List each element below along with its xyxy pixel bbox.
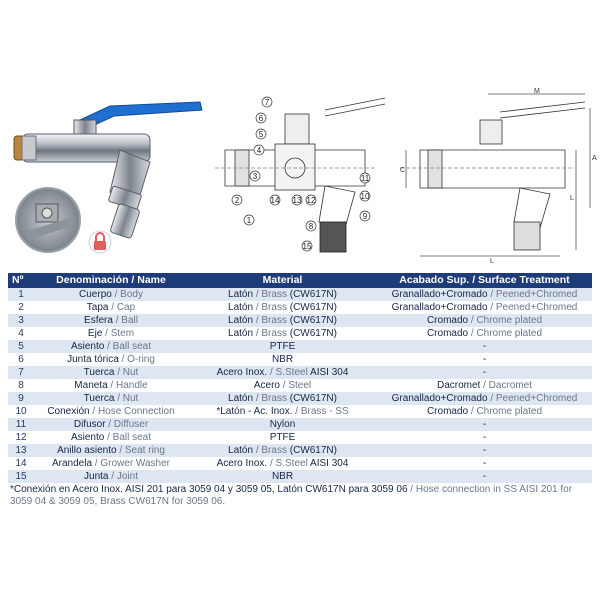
material-separator: / — [267, 458, 276, 469]
material-es: Nylon — [269, 419, 296, 430]
cell-treatment — [377, 431, 592, 444]
table-row — [8, 327, 592, 340]
callout-label: 11 — [360, 173, 370, 183]
material-separator: / — [253, 393, 262, 404]
material-es: Latón — [228, 445, 254, 456]
callout-label: 2 — [234, 195, 240, 205]
material-en: Brass — [261, 445, 287, 456]
cell-treatment — [377, 327, 592, 340]
treatment-en: Dacromet — [488, 380, 533, 391]
dim-label-a: A — [592, 155, 597, 162]
cell-material — [188, 431, 377, 444]
treatment-en: Peened+Chromed — [495, 302, 578, 313]
material-en: Brass — [261, 393, 287, 404]
treatment-en: Chrome plated — [476, 406, 543, 417]
header-no: Nº — [8, 273, 34, 288]
name-separator: / — [102, 328, 111, 339]
cell-no: 4 — [8, 327, 34, 340]
material-en: Brass - SS — [300, 406, 349, 417]
callout-label: 8 — [308, 221, 314, 231]
name-separator: / — [111, 289, 121, 300]
name-es: Junta — [84, 471, 109, 482]
table-row — [8, 366, 592, 379]
cell-treatment — [377, 470, 592, 483]
treatment-es: - — [482, 432, 487, 443]
treatment-en: Chrome plated — [476, 328, 543, 339]
cell-no: 9 — [8, 392, 34, 405]
cell-name — [34, 444, 188, 457]
cell-name — [34, 405, 188, 418]
name-separator: / — [104, 341, 113, 352]
cell-treatment — [377, 353, 592, 366]
cell-no: 11 — [8, 418, 34, 431]
table-row — [8, 340, 592, 353]
material-es: Acero — [253, 380, 280, 391]
table-row — [8, 379, 592, 392]
treatment-en: Chrome plated — [476, 315, 543, 326]
name-en: O-ring — [127, 354, 155, 365]
cell-no: 13 — [8, 444, 34, 457]
name-separator: / — [116, 445, 125, 456]
cell-name — [34, 327, 188, 340]
cell-material — [188, 340, 377, 353]
cell-no: 7 — [8, 366, 34, 379]
material-code: (CW617N) — [289, 315, 337, 326]
name-es: Asiento — [70, 432, 105, 443]
cell-name — [34, 470, 188, 483]
treatment-separator: / — [487, 289, 496, 300]
name-es: Junta tórica — [67, 354, 119, 365]
cell-material — [188, 418, 377, 431]
material-en: Brass — [261, 315, 287, 326]
cell-name — [34, 301, 188, 314]
material-es: PTFE — [269, 432, 296, 443]
name-separator: / — [105, 419, 114, 430]
material-separator: / — [253, 445, 262, 456]
material-en: Brass — [261, 302, 287, 313]
cell-name — [34, 379, 188, 392]
material-en: S.Steel — [275, 458, 308, 469]
footnote-en: / Hose connection in SS AISI 201 for 3059 04 & 3059 05, Brass CW617N for 3059 06. — [10, 484, 573, 507]
treatment-es: Cromado — [426, 328, 469, 339]
cell-no: 10 — [8, 405, 34, 418]
cell-material — [188, 314, 377, 327]
treatment-es: Cromado — [426, 406, 469, 417]
cell-name — [34, 314, 188, 327]
name-es: Tuerca — [83, 367, 115, 378]
treatment-es: Granallado+Cromado — [391, 393, 488, 404]
dim-label-l-side: L — [570, 195, 574, 202]
callout-label: 6 — [258, 113, 264, 123]
name-es: Tapa — [86, 302, 109, 313]
cell-name — [34, 340, 188, 353]
name-separator: / — [112, 315, 122, 326]
material-separator: / — [292, 406, 301, 417]
callout-label: 1 — [246, 215, 252, 225]
name-en: Hose Connection — [97, 406, 175, 417]
name-separator: / — [114, 393, 123, 404]
dim-label-l: L — [490, 258, 494, 265]
material-es: Acero Inox. — [216, 367, 268, 378]
callout-label: 14 — [270, 195, 280, 205]
table-row — [8, 314, 592, 327]
callout-label: 13 — [292, 195, 302, 205]
handle-icon — [80, 102, 202, 128]
cell-treatment — [377, 301, 592, 314]
treatment-es: - — [482, 367, 487, 378]
callout-label: 15 — [302, 241, 312, 251]
material-separator: / — [253, 289, 262, 300]
table-header-row — [8, 273, 592, 288]
callout-label: 3 — [252, 171, 258, 181]
cell-material — [188, 444, 377, 457]
material-es: Latón — [228, 315, 254, 326]
material-separator: / — [253, 315, 262, 326]
material-code: (CW617N) — [289, 289, 337, 300]
name-es: Esfera — [84, 315, 113, 326]
cell-material — [188, 457, 377, 470]
callout-label: 4 — [256, 145, 262, 155]
name-en: Handle — [116, 380, 148, 391]
cell-name — [34, 353, 188, 366]
treatment-en: Peened+Chromed — [495, 393, 578, 404]
name-en: Ball seat — [112, 432, 152, 443]
cell-no: 3 — [8, 314, 34, 327]
name-es: Eje — [87, 328, 103, 339]
table-body — [8, 288, 592, 483]
treatment-es: - — [482, 471, 487, 482]
name-en: Body — [120, 289, 143, 300]
name-es: Anillo asiento — [57, 445, 117, 456]
section-drawing — [215, 88, 395, 258]
name-separator: / — [108, 302, 117, 313]
cell-treatment — [377, 340, 592, 353]
table-row — [8, 301, 592, 314]
name-en: Joint — [116, 471, 138, 482]
name-es: Tuerca — [83, 393, 115, 404]
cell-name — [34, 418, 188, 431]
footnote-es: *Conexión en Acero Inox. AISI 201 para 3059 04 y 3059 05, Latón CW617N para 3059 06 — [10, 484, 408, 495]
name-separator: / — [107, 380, 116, 391]
treatment-es: - — [482, 341, 487, 352]
cell-treatment — [377, 379, 592, 392]
table-row — [8, 288, 592, 301]
cell-material — [188, 366, 377, 379]
name-en: Nut — [122, 393, 139, 404]
material-es: PTFE — [269, 341, 296, 352]
callout-label: 12 — [306, 195, 316, 205]
treatment-es: - — [482, 419, 487, 430]
cell-no: 5 — [8, 340, 34, 353]
cell-material — [188, 405, 377, 418]
name-en: Ball — [121, 315, 138, 326]
material-es: NBR — [271, 471, 294, 482]
name-en: Stem — [110, 328, 135, 339]
table-row — [8, 353, 592, 366]
callout-label: 9 — [362, 211, 368, 221]
material-en: Steel — [288, 380, 312, 391]
cell-treatment — [377, 418, 592, 431]
header-material: Material — [188, 273, 377, 288]
name-es: Maneta — [74, 380, 108, 391]
name-separator: / — [92, 458, 101, 469]
parts-table — [8, 273, 592, 483]
cell-material — [188, 288, 377, 301]
cell-no: 8 — [8, 379, 34, 392]
material-en: Brass — [261, 289, 287, 300]
treatment-es: - — [482, 458, 487, 469]
cell-no: 6 — [8, 353, 34, 366]
cell-treatment — [377, 444, 592, 457]
treatment-es: - — [482, 354, 487, 365]
material-code: AISI 304 — [310, 367, 349, 378]
name-en: Ball seat — [112, 341, 152, 352]
table-row — [8, 418, 592, 431]
treatment-es: Cromado — [426, 315, 469, 326]
dim-label-c: C — [400, 167, 406, 174]
name-es: Cuerpo — [79, 289, 112, 300]
material-es: Latón — [228, 302, 254, 313]
name-es: Conexión — [47, 406, 90, 417]
footnote — [10, 484, 592, 508]
material-en: Brass — [261, 328, 287, 339]
table-row — [8, 470, 592, 483]
material-es: *Latón - Ac. Inox. — [216, 406, 293, 417]
cell-no: 1 — [8, 288, 34, 301]
valve-photo — [10, 92, 210, 262]
cell-material — [188, 379, 377, 392]
treatment-es: Dacromet — [436, 380, 481, 391]
dimension-drawing — [400, 88, 595, 263]
name-separator: / — [89, 406, 98, 417]
table-row — [8, 444, 592, 457]
cell-no: 2 — [8, 301, 34, 314]
treatment-separator: / — [487, 302, 496, 313]
cell-name — [34, 366, 188, 379]
name-en: Cap — [116, 302, 136, 313]
treatment-en: Peened+Chromed — [495, 289, 578, 300]
cell-name — [34, 457, 188, 470]
cell-treatment — [377, 288, 592, 301]
treatment-es: Granallado+Cromado — [391, 302, 488, 313]
material-separator: / — [253, 302, 262, 313]
treatment-es: - — [482, 445, 487, 456]
table-row — [8, 431, 592, 444]
table-row — [8, 405, 592, 418]
name-es: Arandela — [51, 458, 93, 469]
name-en: Seat ring — [124, 445, 165, 456]
cell-material — [188, 470, 377, 483]
material-code: (CW617N) — [289, 445, 337, 456]
material-separator: / — [279, 380, 289, 391]
material-en: S.Steel — [275, 367, 308, 378]
dim-label-m: M — [534, 88, 540, 95]
name-en: Nut — [122, 367, 139, 378]
name-separator: / — [118, 354, 128, 365]
treatment-separator: / — [468, 406, 477, 417]
material-code: AISI 304 — [310, 458, 349, 469]
cell-treatment — [377, 405, 592, 418]
cell-treatment — [377, 457, 592, 470]
cell-material — [188, 392, 377, 405]
name-separator: / — [108, 471, 117, 482]
cell-material — [188, 301, 377, 314]
material-code: (CW617N) — [289, 328, 337, 339]
header-treatment: Acabado Sup. / Surface Treatment — [377, 273, 592, 288]
lock-icon — [94, 241, 106, 250]
cell-no: 14 — [8, 457, 34, 470]
material-code: (CW617N) — [289, 302, 337, 313]
table-row — [8, 457, 592, 470]
material-separator: / — [253, 328, 262, 339]
cell-treatment — [377, 392, 592, 405]
material-code: (CW617N) — [289, 393, 337, 404]
cell-material — [188, 353, 377, 366]
treatment-separator: / — [487, 393, 496, 404]
callout-label: 5 — [258, 129, 264, 139]
treatment-separator: / — [468, 315, 477, 326]
material-es: Latón — [228, 328, 254, 339]
cell-no: 12 — [8, 431, 34, 444]
cell-name — [34, 288, 188, 301]
callout-label: 7 — [264, 97, 270, 107]
table-row — [8, 392, 592, 405]
material-es: Latón — [228, 393, 254, 404]
header-name: Denominación / Name — [34, 273, 188, 288]
material-es: Acero Inox. — [216, 458, 268, 469]
name-es: Asiento — [70, 341, 105, 352]
treatment-es: Granallado+Cromado — [391, 289, 488, 300]
name-en: Diffuser — [113, 419, 149, 430]
cell-treatment — [377, 366, 592, 379]
cell-no: 15 — [8, 470, 34, 483]
product-figures — [0, 88, 600, 268]
name-separator: / — [104, 432, 113, 443]
treatment-separator: / — [468, 328, 477, 339]
cell-name — [34, 392, 188, 405]
cell-material — [188, 327, 377, 340]
treatment-separator: / — [480, 380, 489, 391]
callout-label: 10 — [360, 191, 370, 201]
name-separator: / — [114, 367, 123, 378]
material-separator: / — [267, 367, 276, 378]
name-es: Difusor — [73, 419, 106, 430]
material-es: Latón — [228, 289, 254, 300]
name-en: Grower Washer — [100, 458, 171, 469]
cell-treatment — [377, 314, 592, 327]
cell-name — [34, 431, 188, 444]
material-es: NBR — [271, 354, 294, 365]
